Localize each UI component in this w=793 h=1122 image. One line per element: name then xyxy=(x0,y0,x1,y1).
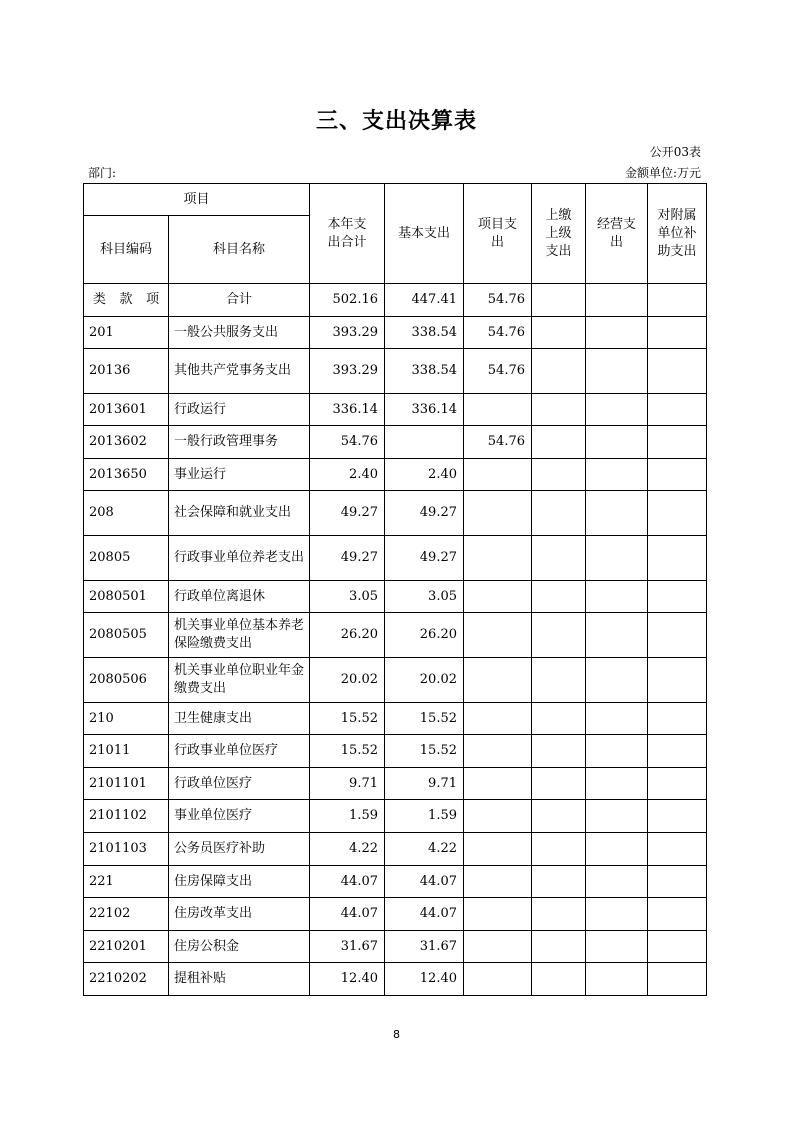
row-name: 提租补贴 xyxy=(169,963,310,996)
row-basic: 26.20 xyxy=(385,613,464,658)
row-name: 事业运行 xyxy=(169,459,310,491)
row-code: 20805 xyxy=(84,536,169,581)
row-name: 行政运行 xyxy=(169,394,310,426)
header-subsidiary: 对附属单位补助支出 xyxy=(657,207,697,259)
row-project xyxy=(464,735,532,768)
table-row xyxy=(84,349,707,394)
table-row xyxy=(84,800,707,833)
row-name: 机关事业单位基本养老保险缴费支出 xyxy=(169,613,310,658)
table-row xyxy=(84,833,707,866)
row-project xyxy=(464,768,532,800)
row-name: 社会保障和就业支出 xyxy=(169,491,310,536)
row-project xyxy=(464,536,532,581)
page-title: 三、支出决算表 xyxy=(315,108,477,134)
table-row xyxy=(84,394,707,426)
class-lei: 类 xyxy=(92,292,106,307)
row-basic: 44.07 xyxy=(385,866,464,898)
row-project xyxy=(464,833,532,866)
header-item: 项目 xyxy=(84,184,310,216)
row-project: 54.76 xyxy=(464,349,532,394)
row-basic: 12.40 xyxy=(385,963,464,996)
row-basic: 1.59 xyxy=(385,800,464,833)
row-project xyxy=(464,898,532,931)
summary-row xyxy=(84,284,707,317)
row-project xyxy=(464,459,532,491)
row-project xyxy=(464,394,532,426)
row-name: 公务员医疗补助 xyxy=(169,833,310,866)
row-basic xyxy=(385,426,464,459)
row-name: 住房公积金 xyxy=(169,931,310,963)
header-basic: 基本支出 xyxy=(385,184,464,284)
row-project xyxy=(464,703,532,735)
table-row xyxy=(84,581,707,613)
row-project xyxy=(464,581,532,613)
row-project xyxy=(464,866,532,898)
header-project: 项目支出 xyxy=(477,216,517,250)
expenditure-table xyxy=(83,183,707,996)
row-total: 2.40 xyxy=(310,459,385,491)
department-label: 部门: xyxy=(88,166,117,180)
row-total: 393.29 xyxy=(310,317,385,349)
table-row xyxy=(84,931,707,963)
row-name: 行政单位医疗 xyxy=(169,768,310,800)
row-name: 一般公共服务支出 xyxy=(169,317,310,349)
row-code: 2080501 xyxy=(84,581,169,613)
row-basic: 15.52 xyxy=(385,703,464,735)
table-row xyxy=(84,963,707,996)
table-row xyxy=(84,703,707,735)
row-basic: 2.40 xyxy=(385,459,464,491)
table-row xyxy=(84,768,707,800)
row-total: 44.07 xyxy=(310,898,385,931)
row-code: 21011 xyxy=(84,735,169,768)
row-name: 行政单位离退休 xyxy=(169,581,310,613)
summary-classification xyxy=(84,291,168,309)
row-project xyxy=(464,613,532,658)
header-name: 科目名称 xyxy=(169,216,310,284)
row-total: 26.20 xyxy=(310,613,385,658)
row-code: 210 xyxy=(84,703,169,735)
row-project: 54.76 xyxy=(464,426,532,459)
summary-project: 54.76 xyxy=(464,284,532,317)
table-row xyxy=(84,898,707,931)
summary-total: 502.16 xyxy=(310,284,385,317)
class-xiang: 项 xyxy=(146,292,160,307)
row-total: 20.02 xyxy=(310,658,385,703)
row-total: 12.40 xyxy=(310,963,385,996)
row-total: 15.52 xyxy=(310,735,385,768)
row-basic: 338.54 xyxy=(385,349,464,394)
row-code: 2101101 xyxy=(84,768,169,800)
header-code: 科目编码 xyxy=(84,216,169,284)
row-code: 2101103 xyxy=(84,833,169,866)
row-total: 15.52 xyxy=(310,703,385,735)
row-total: 3.05 xyxy=(310,581,385,613)
row-code: 2013650 xyxy=(84,459,169,491)
row-basic: 338.54 xyxy=(385,317,464,349)
class-kuan: 款 xyxy=(119,292,133,307)
table-row xyxy=(84,658,707,703)
row-code: 221 xyxy=(84,866,169,898)
row-basic: 49.27 xyxy=(385,536,464,581)
form-number: 公开03表 xyxy=(649,145,701,159)
row-basic: 9.71 xyxy=(385,768,464,800)
row-basic: 49.27 xyxy=(385,491,464,536)
table-row xyxy=(84,735,707,768)
row-basic: 15.52 xyxy=(385,735,464,768)
row-total: 54.76 xyxy=(310,426,385,459)
row-total: 44.07 xyxy=(310,866,385,898)
header-total: 本年支出合计 xyxy=(327,216,367,250)
row-name: 卫生健康支出 xyxy=(169,703,310,735)
table-row xyxy=(84,426,707,459)
row-total: 9.71 xyxy=(310,768,385,800)
row-project xyxy=(464,658,532,703)
row-name: 一般行政管理事务 xyxy=(169,426,310,459)
row-code: 208 xyxy=(84,491,169,536)
summary-label: 合计 xyxy=(169,284,310,317)
row-code: 2080506 xyxy=(84,658,169,703)
row-basic: 336.14 xyxy=(385,394,464,426)
row-name: 住房改革支出 xyxy=(169,898,310,931)
page-number: 8 xyxy=(393,1028,400,1041)
row-name: 行政事业单位医疗 xyxy=(169,735,310,768)
row-code: 2210202 xyxy=(84,963,169,996)
row-basic: 44.07 xyxy=(385,898,464,931)
row-name: 住房保障支出 xyxy=(169,866,310,898)
table-row xyxy=(84,459,707,491)
row-name: 机关事业单位职业年金缴费支出 xyxy=(169,658,310,703)
table-row xyxy=(84,491,707,536)
row-project: 54.76 xyxy=(464,317,532,349)
row-code: 201 xyxy=(84,317,169,349)
row-basic: 3.05 xyxy=(385,581,464,613)
row-code: 20136 xyxy=(84,349,169,394)
row-project xyxy=(464,963,532,996)
summary-basic: 447.41 xyxy=(385,284,464,317)
header-operating: 经营支出 xyxy=(596,216,636,250)
row-code: 22102 xyxy=(84,898,169,931)
row-basic: 20.02 xyxy=(385,658,464,703)
row-code: 2013601 xyxy=(84,394,169,426)
header-upper: 上缴上级支出 xyxy=(545,207,572,259)
row-total: 393.29 xyxy=(310,349,385,394)
row-project xyxy=(464,931,532,963)
row-total: 336.14 xyxy=(310,394,385,426)
unit-label: 金额单位:万元 xyxy=(624,166,701,180)
row-name: 其他共产党事务支出 xyxy=(169,349,310,394)
row-total: 49.27 xyxy=(310,536,385,581)
row-code: 2101102 xyxy=(84,800,169,833)
table-row xyxy=(84,866,707,898)
row-total: 1.59 xyxy=(310,800,385,833)
row-name: 事业单位医疗 xyxy=(169,800,310,833)
row-basic: 31.67 xyxy=(385,931,464,963)
row-code: 2210201 xyxy=(84,931,169,963)
row-project xyxy=(464,491,532,536)
row-total: 31.67 xyxy=(310,931,385,963)
table-row xyxy=(84,613,707,658)
row-total: 4.22 xyxy=(310,833,385,866)
row-name: 行政事业单位养老支出 xyxy=(169,536,310,581)
row-project xyxy=(464,800,532,833)
table-row xyxy=(84,536,707,581)
row-basic: 4.22 xyxy=(385,833,464,866)
row-total: 49.27 xyxy=(310,491,385,536)
row-code: 2080505 xyxy=(84,613,169,658)
table-row xyxy=(84,317,707,349)
row-code: 2013602 xyxy=(84,426,169,459)
